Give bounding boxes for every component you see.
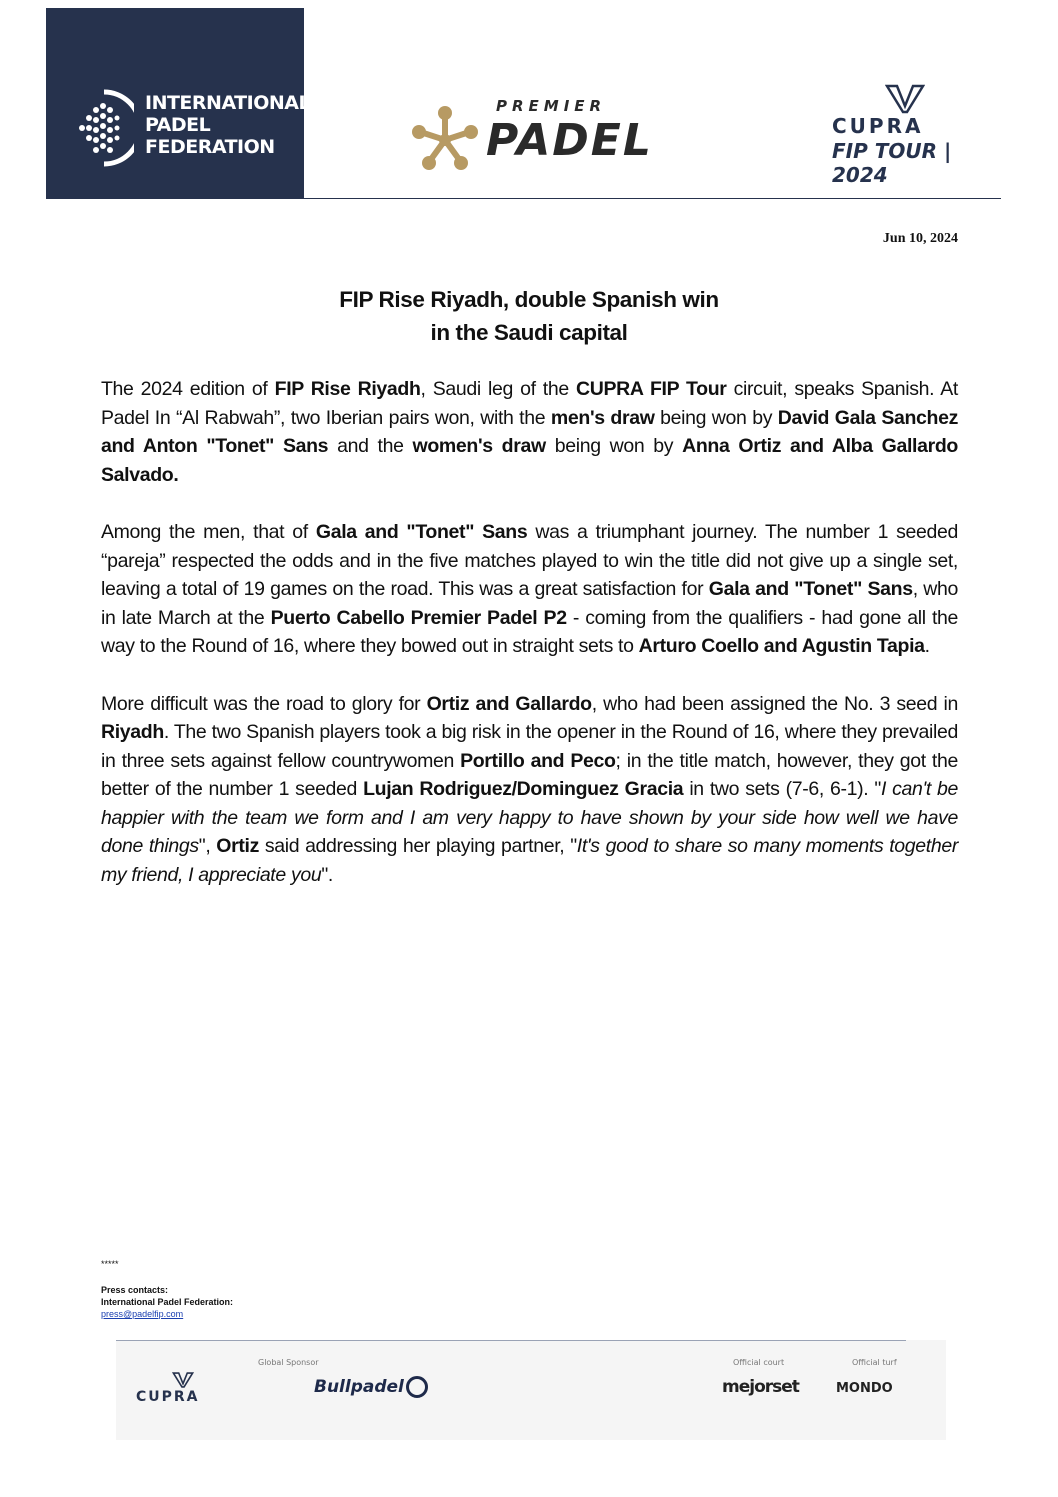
text-bold: Ortiz and Gallardo xyxy=(426,692,592,715)
press-title xyxy=(100,283,958,349)
text-bold: David Gala Sanchez and Anton "Tonet" Sans xyxy=(101,406,958,457)
text-run: Among the men, that of xyxy=(101,521,316,543)
text-run: was a triumphant journey. The number 1 seeded “pareja” respected the odds and in the five matches played to win the title did not give up a single set, leaving a total of 19 games on the road. This was a great satisfaction for xyxy=(101,521,958,600)
cupra-emblem-icon xyxy=(885,84,925,114)
ipf-line-2: PADEL xyxy=(145,114,211,136)
text-run: ". xyxy=(321,863,333,886)
premier-word: PREMIER xyxy=(496,97,607,115)
ipf-line-1: INTERNATIONAL xyxy=(145,92,311,114)
text-bold: Anna Ortiz and Alba Gallardo Salvado. xyxy=(101,435,958,486)
bullpadel-ring-icon xyxy=(406,1376,428,1398)
text-bold: Gala and "Tonet" Sans xyxy=(315,521,528,543)
cupra-fip-tour-logo xyxy=(830,84,980,187)
text-run: circuit, speaks Spanish. At Padel In “Al Rabwah”, two Iberian pairs won, with the xyxy=(101,378,958,429)
press-contacts-label: Press contacts: xyxy=(101,1285,169,1295)
premier-flower-icon xyxy=(410,105,480,175)
text-bold: Lujan Rodriguez/Dominguez Gracia xyxy=(363,778,684,800)
ipf-logo-block xyxy=(46,8,311,199)
text-run: being won by xyxy=(654,406,778,429)
quote-italic: I can't be happier with the team we form and I am very happy to have shown by your side how well we have done things xyxy=(101,778,958,857)
text-bold: Riyadh xyxy=(101,721,164,743)
paragraph-3 xyxy=(101,690,958,890)
cupra-emblem-icon xyxy=(172,1372,194,1388)
separator-stars: ***** xyxy=(101,1259,119,1269)
text-bold: Puerto Cabello Premier Padel P2 xyxy=(270,606,567,629)
text-run: , who had been assigned the No. 3 seed in xyxy=(591,692,958,715)
ipf-logo-text xyxy=(145,92,310,158)
text-run: being won by xyxy=(545,435,683,457)
sponsor-bar xyxy=(116,1340,946,1440)
text-bold: women's draw xyxy=(412,435,546,457)
text-bold: Arturo Coello and Agustin Tapia xyxy=(638,635,925,657)
header-divider xyxy=(304,198,1001,199)
text-run: The 2024 edition of xyxy=(101,378,275,400)
premier-padel-logo xyxy=(410,95,710,175)
text-run: ", xyxy=(198,835,217,857)
text-run: . xyxy=(924,635,930,657)
text-run: . The two Spanish players took a big risk in the opener in the Round of 16, where they prevailed in three sets against fellow countrywomen xyxy=(101,721,958,772)
official-turf-label: Official turf xyxy=(852,1358,897,1367)
mejorset-logo: mejorset xyxy=(722,1377,799,1397)
text-run: ; in the title match, however, they got the better of the number 1 seeded xyxy=(101,749,958,800)
text-bold: Gala and "Tonet" Sans xyxy=(708,578,913,600)
mondo-logo: MONDO xyxy=(836,1381,893,1396)
padel-racket-icon xyxy=(74,88,134,168)
bullpadel-word: Bullpadel xyxy=(314,1377,404,1397)
text-bold: CUPRA FIP Tour xyxy=(575,378,727,400)
text-run: , who in late March at the xyxy=(101,578,959,629)
text-run: in two sets (7-6, 6-1). " xyxy=(683,778,881,800)
article-body xyxy=(101,375,958,918)
cupra-word: CUPRA xyxy=(832,114,924,138)
official-court-label: Official court xyxy=(733,1358,785,1367)
text-run: - coming from the qualifiers - had gone all the way to the Round of 16, where they bowed out in straight sets to xyxy=(101,606,958,657)
paragraph-1 xyxy=(101,375,958,489)
text-run: said addressing her playing partner, " xyxy=(258,835,577,857)
text-bold: Portillo and Peco xyxy=(460,749,616,772)
padel-word: PADEL xyxy=(486,115,653,166)
cupra-sponsor-word: CUPRA xyxy=(136,1389,200,1405)
text-bold: FIP Rise Riyadh xyxy=(274,378,421,400)
title-line-1: FIP Rise Riyadh, double Spanish win xyxy=(339,287,719,312)
cupra-sponsor-logo xyxy=(136,1372,231,1412)
text-run: and the xyxy=(328,435,413,457)
quote-italic: It's good to share so many moments together my friend, I appreciate you xyxy=(101,835,958,886)
text-run: , Saudi leg of the xyxy=(420,378,576,400)
bullpadel-logo xyxy=(314,1376,428,1398)
text-run: More difficult was the road to glory for xyxy=(101,692,427,715)
global-sponsor-label: Global Sponsor xyxy=(258,1358,319,1367)
text-bold: Ortiz xyxy=(216,835,259,857)
press-email-link[interactable]: press@padelfip.com xyxy=(101,1309,184,1319)
press-date: Jun 10, 2024 xyxy=(882,231,958,246)
paragraph-2 xyxy=(101,518,958,661)
text-bold: men's draw xyxy=(550,406,655,429)
fip-tour-2024: FIP TOUR | 2024 xyxy=(832,139,952,187)
sponsor-divider xyxy=(116,1340,906,1341)
ipf-line-3: FEDERATION xyxy=(145,136,275,158)
org-label: International Padel Federation: xyxy=(101,1297,234,1307)
press-contacts-block xyxy=(101,1258,233,1320)
title-line-2: in the Saudi capital xyxy=(430,320,628,345)
